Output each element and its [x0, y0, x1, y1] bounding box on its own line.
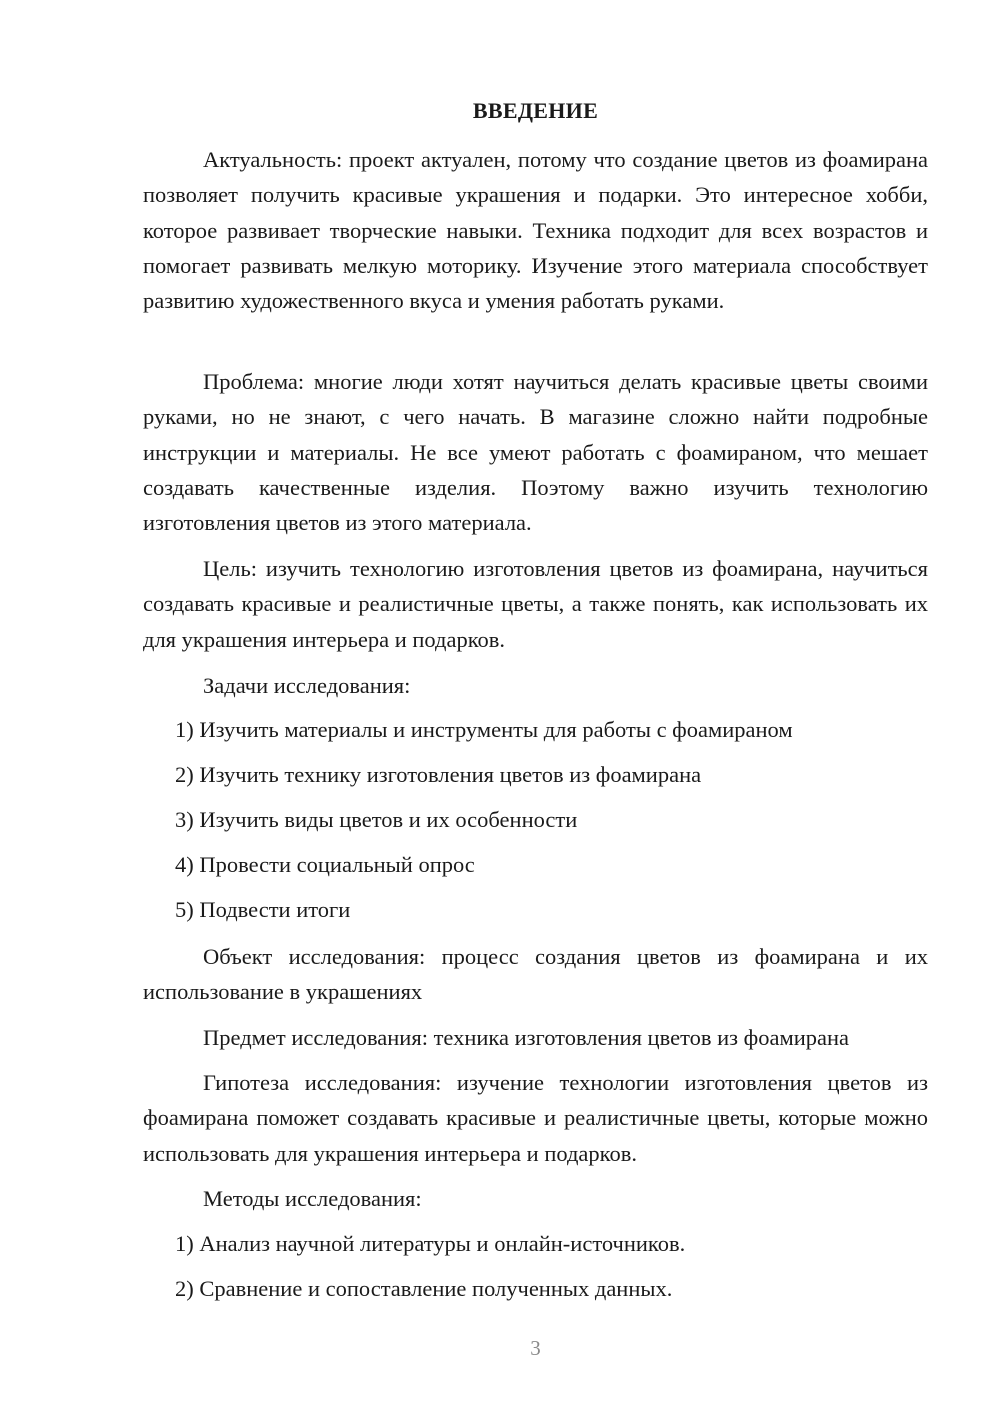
page-number: 3	[530, 1336, 541, 1360]
page-title: ВВЕДЕНИЕ	[472, 98, 599, 123]
task-item: 4) Провести социальный опрос	[175, 852, 475, 877]
tasks-heading: Задачи исследования:	[203, 673, 411, 698]
subject-paragraph: Предмет исследования: техника изготовления цветов из фоамирана	[203, 1025, 850, 1050]
relevance-paragraph: Актуальность: проект актуален, потому что создание цветов из фоамирана позволяет получить красивые украшения и подарки. Это интересное хобби, которое развивает творческие навыки. Техника подходит для всех возрастов и помогает развивать мелкую моторику. Изучение этого материала способствует развитию художественного вкуса и умения работать руками.	[143, 147, 928, 314]
task-item: 1) Изучить материалы и инструменты для работы с фоамираном	[175, 717, 793, 742]
task-item: 3) Изучить виды цветов и их особенности	[175, 807, 578, 832]
hypothesis-paragraph: Гипотеза исследования: изучение технологии изготовления цветов из фоамирана поможет создавать красивые и реалистичные цветы, которые можно использовать для украшения интерьера и подарков.	[143, 1070, 928, 1166]
task-item: 2) Изучить технику изготовления цветов из фоамирана	[175, 762, 702, 787]
object-paragraph: Объект исследования: процесс создания цветов из фоамирана и их использование в украшениях	[143, 944, 928, 1005]
methods-heading: Методы исследования:	[203, 1186, 422, 1211]
goal-paragraph: Цель: изучить технологию изготовления цветов из фоамирана, научиться создавать красивые и реалистичные цветы, а также понять, как использовать их для украшения интерьера и подарков.	[143, 556, 928, 652]
problem-paragraph: Проблема: многие люди хотят научиться делать красивые цветы своими руками, но не знают, с чего начать. В магазине сложно найти подробные инструкции и материалы. Не все умеют работать с фоамираном, что мешает создавать качественные изделия. Поэтому важно изучить технологию изготовления цветов из этого материала.	[143, 369, 928, 536]
task-item: 5) Подвести итоги	[175, 897, 351, 922]
method-item: 2) Сравнение и сопоставление полученных данных.	[175, 1276, 673, 1301]
method-item: 1) Анализ научной литературы и онлайн-источников.	[175, 1231, 686, 1256]
